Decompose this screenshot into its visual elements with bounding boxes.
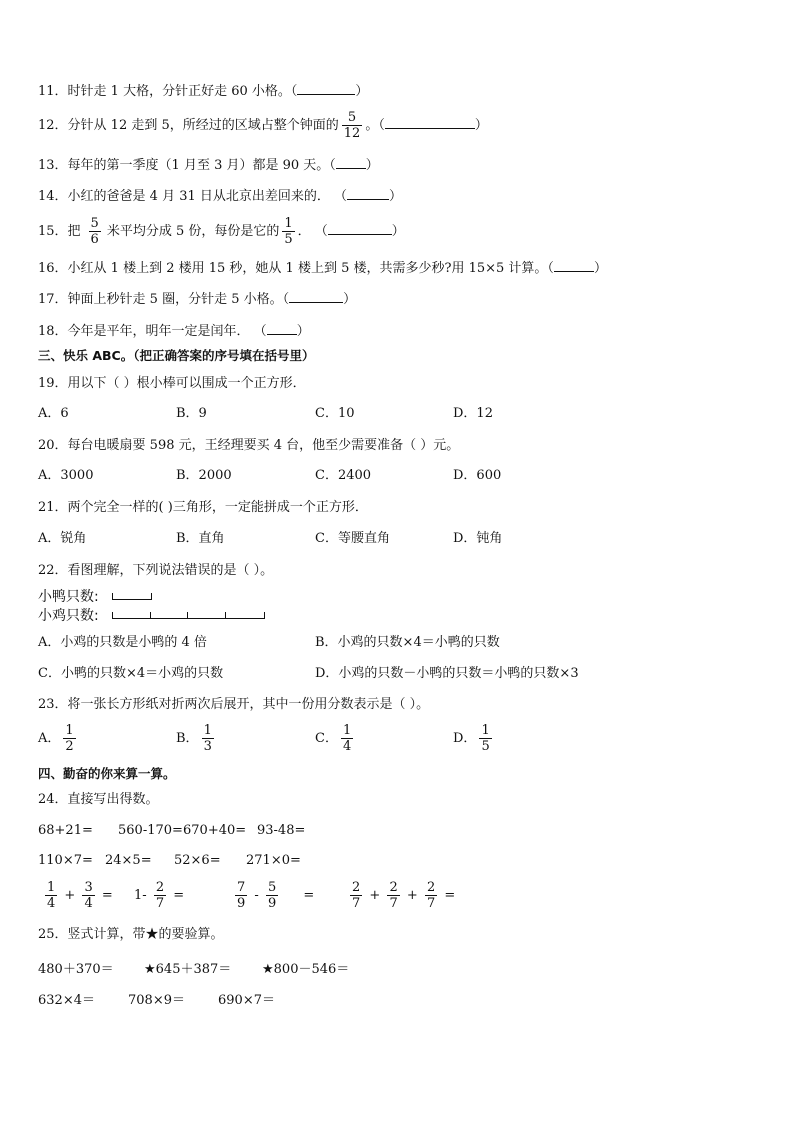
question-text: 11．时针走 1 大格，分针正好走 60 小格。（ (38, 84, 298, 99)
question-13 (38, 157, 379, 174)
option-c[interactable] (315, 723, 356, 754)
fraction (350, 880, 362, 911)
option-d[interactable]: D．钝角 (453, 531, 503, 546)
question-text: 16．小红从 1 楼上到 2 楼用 15 秒，她从 1 楼上到 5 楼，共需多少秒?用 15×5 计算。（ (38, 261, 554, 276)
paren-close: ） (296, 324, 310, 339)
question-text: 12．分针从 12 走到 5，所经过的区域占整个钟面的 (38, 118, 339, 133)
denominator: 2 (65, 739, 74, 754)
question-24: 24．直接写出得数。 (38, 792, 159, 807)
calc-item: 560-170= (118, 823, 183, 838)
question-17 (38, 291, 356, 308)
fraction (479, 723, 491, 754)
numerator: 1 (481, 723, 490, 738)
question-12 (38, 110, 488, 141)
option-d[interactable] (453, 723, 495, 754)
question-text: 。（ (365, 118, 385, 133)
fraction (45, 880, 57, 911)
calc-item: 24×5= (105, 853, 152, 868)
question-text: 14．小红的爸爸是 4 月 31 日从北京出差回来的． （ (38, 189, 348, 204)
paren-close: ） (365, 158, 379, 173)
denominator: 9 (237, 896, 246, 911)
answer-blank[interactable] (347, 188, 389, 200)
calc-item: 708×9＝ (128, 993, 185, 1008)
paren-close: ） (343, 292, 357, 307)
equals-sign: = (173, 888, 185, 903)
option-letter: C． (315, 731, 338, 746)
question-14 (38, 188, 402, 205)
answer-blank[interactable] (554, 260, 594, 272)
fraction (89, 216, 101, 247)
calc-item: 480＋370＝ (38, 962, 114, 977)
fraction (342, 110, 363, 141)
fraction (266, 880, 278, 911)
fraction (425, 880, 437, 911)
equals-sign: = (444, 888, 456, 903)
option-d[interactable]: D．12 (453, 406, 493, 421)
fraction (63, 723, 75, 754)
question-text: 米平均分成 5 份，每份是它的 (106, 224, 280, 239)
calc-item: 110×7= (38, 853, 93, 868)
calc-item: ★800－546＝ (262, 962, 350, 977)
operator: + (64, 888, 76, 903)
answer-blank[interactable] (267, 323, 297, 335)
calc-item: 52×6= (174, 853, 221, 868)
option-c[interactable]: C．等腰直角 (315, 531, 390, 546)
denominator: 7 (155, 896, 165, 911)
calc-item: 93-48= (257, 823, 306, 838)
numerator: 7 (237, 880, 246, 895)
numerator: 5 (342, 110, 363, 126)
numerator: 2 (155, 880, 165, 895)
question-19: 19．用以下（ ）根小棒可以围成一个正方形． (38, 376, 306, 391)
section-heading: 四、勤奋的你来算一算。 (38, 766, 176, 781)
fraction (82, 880, 94, 911)
calc-item: 690×7＝ (218, 993, 275, 1008)
question-21: 21．两个完全一样的( )三角形，一定能拼成一个正方形． (38, 500, 368, 515)
fraction (282, 216, 294, 247)
question-text: 17．钟面上秒针走 5 圈，分针走 5 小格。（ (38, 292, 290, 307)
equals-sign: = (101, 888, 113, 903)
denominator: 5 (284, 232, 293, 247)
option-letter: D． (453, 731, 477, 746)
section-heading: 三、快乐 ABC。（把正确答案的序号填在括号里） (38, 348, 315, 363)
denominator: 5 (481, 739, 490, 754)
question-25: 25．竖式计算，带★的要验算。 (38, 927, 224, 942)
operator: - (254, 888, 259, 903)
equals-sign: = (303, 888, 315, 903)
question-15 (38, 216, 405, 247)
operator: + (369, 888, 381, 903)
paren-close: ） (593, 261, 607, 276)
option-b[interactable]: B．9 (176, 406, 207, 421)
numerator: 1 (203, 723, 212, 738)
fraction (202, 723, 214, 754)
numerator: 1 (342, 723, 352, 738)
option-a[interactable]: A．6 (38, 406, 69, 421)
chick-count-label: 小鸡只数: (38, 608, 99, 624)
answer-blank[interactable] (385, 117, 475, 129)
fraction-expression (232, 880, 314, 911)
numerator: 2 (426, 880, 436, 895)
calc-item: 68+21= (38, 823, 93, 838)
denominator: 9 (267, 896, 277, 911)
numerator: 1 (65, 723, 74, 738)
fraction-expression (347, 880, 455, 911)
operator: + (406, 888, 418, 903)
fraction (235, 880, 247, 911)
duck-count-label: 小鸭只数: (38, 589, 99, 605)
paren-close: ） (389, 189, 403, 204)
denominator: 4 (84, 896, 93, 911)
option-a[interactable]: A．锐角 (38, 531, 87, 546)
chick-segment (225, 612, 265, 619)
fraction (387, 880, 399, 911)
option-b[interactable]: B．2000 (176, 468, 232, 483)
denominator: 3 (203, 739, 212, 754)
denominator: 7 (389, 896, 398, 911)
calc-item: 670+40= (183, 823, 247, 838)
denominator: 4 (342, 739, 352, 754)
calc-item: ★645＋387＝ (144, 962, 232, 977)
denominator: 7 (352, 896, 361, 911)
option-b[interactable]: B．直角 (176, 531, 225, 546)
chick-segment (112, 612, 151, 619)
paren-close: ） (391, 224, 405, 239)
option-c[interactable]: C．2400 (315, 468, 372, 483)
question-text: ． （ (297, 224, 328, 239)
answer-blank[interactable] (297, 83, 355, 95)
fraction-expression (134, 880, 184, 911)
denominator: 12 (343, 126, 361, 141)
numerator: 5 (90, 216, 99, 231)
question-20: 20．每台电暖扇要 598 元，王经理要买 4 台，他至少需要准备（ ）元。 (38, 438, 460, 453)
option-a[interactable] (38, 723, 79, 754)
question-18 (38, 323, 310, 340)
answer-blank[interactable] (328, 223, 392, 235)
denominator: 4 (47, 896, 56, 911)
duck-segment (112, 593, 152, 600)
option-b[interactable]: B．小鸡的只数×4＝小鸭的只数 (315, 635, 500, 650)
question-16 (38, 260, 607, 277)
numerator: 3 (84, 880, 93, 895)
operator: 1- (134, 888, 147, 903)
question-text: 18．今年是平年，明年一定是闰年． （ (38, 324, 267, 339)
chick-segment (187, 612, 226, 619)
option-c[interactable]: C．10 (315, 406, 355, 421)
calc-item: 271×0= (246, 853, 301, 868)
option-c[interactable]: C．小鸭的只数×4＝小鸡的只数 (38, 666, 224, 681)
option-a[interactable]: A．3000 (38, 468, 94, 483)
option-d[interactable]: D．小鸡的只数－小鸭的只数＝小鸭的只数×3 (315, 666, 579, 681)
question-text: 13．每年的第一季度（1 月至 3 月）都是 90 天。（ (38, 158, 336, 173)
numerator: 5 (267, 880, 277, 895)
paren-close: ） (474, 118, 488, 133)
chick-segment (150, 612, 188, 619)
numerator: 2 (352, 880, 361, 895)
answer-blank[interactable] (336, 157, 366, 169)
numerator: 1 (47, 880, 56, 895)
numerator: 2 (389, 880, 398, 895)
question-22: 22．看图理解，下列说法错误的是（ ）。 (38, 563, 274, 578)
paren-close: ） (355, 84, 369, 99)
fraction-expression (42, 880, 113, 911)
answer-blank[interactable] (289, 291, 343, 303)
option-a[interactable]: A．小鸡的只数是小鸭的 4 倍 (38, 635, 207, 650)
calc-item: 632×4＝ (38, 993, 95, 1008)
numerator: 1 (284, 216, 293, 231)
denominator: 6 (90, 232, 99, 247)
question-11 (38, 83, 368, 100)
question-text: 15．把 (38, 224, 81, 239)
fraction (341, 723, 353, 754)
fraction (154, 880, 166, 911)
option-letter: A． (38, 731, 61, 746)
option-letter: B． (176, 731, 199, 746)
denominator: 7 (426, 896, 436, 911)
option-d[interactable]: D．600 (453, 468, 502, 483)
question-23: 23．将一张长方形纸对折两次后展开，其中一份用分数表示是（ ）。 (38, 697, 430, 712)
option-b[interactable] (176, 723, 217, 754)
